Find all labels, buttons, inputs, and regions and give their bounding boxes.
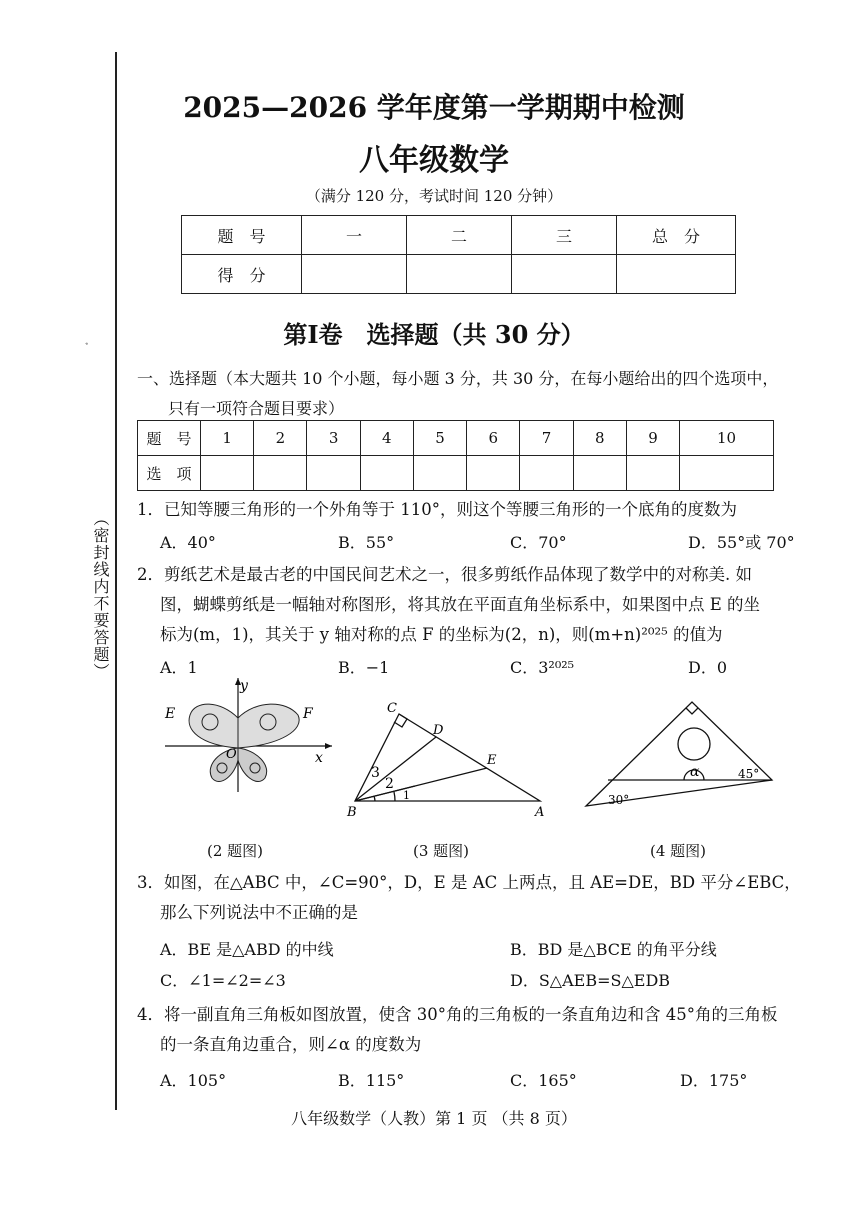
fig3-angle-1: 1 <box>403 789 410 802</box>
fig3-label-b: B <box>347 805 357 820</box>
butterfly-shape <box>189 704 299 781</box>
answer-number: 1 <box>201 421 254 456</box>
figure-3-triangle <box>345 700 555 820</box>
answer-cell[interactable] <box>467 456 520 491</box>
score-header-3: 三 <box>512 216 617 255</box>
q3-line-1: 3．如图，在△ABC 中，∠C=90°，D，E 是 AC 上两点，且 AE=DE，BD 平分∠EBC， <box>137 873 801 892</box>
binding-line <box>115 52 117 1110</box>
answer-number: 3 <box>307 421 360 456</box>
fig4-alpha: α <box>690 764 700 780</box>
score-cell[interactable] <box>302 255 407 294</box>
q2-option-d: D．0 <box>688 658 728 677</box>
answer-cell[interactable] <box>680 456 774 491</box>
q3-option-d: D．S△AEB=S△EDB <box>510 971 671 990</box>
q4-line-2: 的一条直角边重合，则∠α 的度数为 <box>160 1035 422 1054</box>
section-instruction-1: 一、选择题（本大题共 10 个小题，每小题 3 分，共 30 分，在每小题给出的四个选项中， <box>137 369 779 388</box>
figure-3-caption: (3 题图) <box>413 842 470 860</box>
fig2-label-x: x <box>315 750 323 766</box>
section-instruction-2: 只有一项符合题目要求） <box>168 399 345 418</box>
answer-cell[interactable] <box>626 456 679 491</box>
score-header-label: 题 号 <box>182 216 302 255</box>
q3-line-2: 那么下列说法中不正确的是 <box>160 903 358 922</box>
answer-number: 6 <box>467 421 520 456</box>
q1-option-b: B．55° <box>338 533 395 552</box>
score-cell[interactable] <box>407 255 512 294</box>
q1-stem: 1．已知等腰三角形的一个外角等于 110°，则这个等腰三角形的一个底角的度数为 <box>137 500 737 519</box>
q4-option-b: B．115° <box>338 1071 405 1090</box>
score-cell[interactable] <box>512 255 617 294</box>
side-mark: ﾞ <box>76 342 87 347</box>
fig2-label-y: y <box>240 678 248 694</box>
q2-option-a: A．1 <box>160 658 198 677</box>
page-footer: 八年级数学（人教）第 1 页 （共 8 页） <box>291 1109 577 1128</box>
figure-2-caption: (2 题图) <box>207 842 264 860</box>
answer-cell[interactable] <box>573 456 626 491</box>
figure-4-caption: (4 题图) <box>650 842 707 860</box>
seal-line-note: （密封线内不要答题） <box>91 510 110 680</box>
fig4-angle-45: 45° <box>738 767 760 781</box>
answer-number: 10 <box>680 421 774 456</box>
answer-header-label: 题 号 <box>138 421 201 456</box>
part-title: 第Ⅰ卷 选择题（共 30 分） <box>283 320 585 349</box>
answer-cell[interactable] <box>360 456 413 491</box>
score-row-label: 得 分 <box>182 255 302 294</box>
fig2-label-o: O <box>226 747 237 762</box>
fig3-label-d: D <box>433 723 444 738</box>
fig3-label-e: E <box>487 753 497 768</box>
exam-title: 2025—2026 学年度第一学期期中检测 <box>183 91 685 124</box>
score-header-total: 总 分 <box>617 216 736 255</box>
fig4-angle-30: 30° <box>608 793 630 807</box>
answer-cell[interactable] <box>201 456 254 491</box>
answer-cell[interactable] <box>520 456 573 491</box>
fig3-label-c: C <box>387 701 397 716</box>
q2-option-c: C．3²⁰²⁵ <box>510 658 575 677</box>
answer-number: 2 <box>254 421 307 456</box>
fig2-label-f: F <box>303 706 313 722</box>
q4-option-d: D．175° <box>680 1071 748 1090</box>
q2-line-1: 2．剪纸艺术是最古老的中国民间艺术之一，很多剪纸作品体现了数学中的对称美. 如 <box>137 565 752 584</box>
q2-option-b: B．−1 <box>338 658 390 677</box>
q1-option-a: A．40° <box>160 533 216 552</box>
figure-2-butterfly <box>160 670 340 800</box>
answer-cell[interactable] <box>413 456 466 491</box>
answer-number: 5 <box>413 421 466 456</box>
fig3-angle-3: 3 <box>371 765 380 781</box>
answer-number: 8 <box>573 421 626 456</box>
figure-4-set-squares <box>580 700 780 812</box>
q3-option-a: A．BE 是△ABD 的中线 <box>160 940 334 959</box>
answer-table <box>137 420 774 491</box>
q4-line-1: 4．将一副直角三角板如图放置，使含 30°角的三角板的一条直角边和含 45°角的三角板 <box>137 1005 778 1024</box>
answer-number: 9 <box>626 421 679 456</box>
fig3-angle-2: 2 <box>385 776 394 792</box>
exam-note: （满分 120 分，考试时间 120 分钟） <box>305 187 563 205</box>
q4-option-c: C．165° <box>510 1071 577 1090</box>
q3-option-c: C．∠1=∠2=∠3 <box>160 971 286 990</box>
score-header-1: 一 <box>302 216 407 255</box>
q2-line-3: 标为(m，1)，其关于 y 轴对称的点 F 的坐标为(2，n)，则(m+n)²⁰²⁵ 的值为 <box>160 625 723 644</box>
answer-number: 7 <box>520 421 573 456</box>
q3-option-b: B．BD 是△BCE 的角平分线 <box>510 940 717 959</box>
answer-number: 4 <box>360 421 413 456</box>
q2-line-2: 图，蝴蝶剪纸是一幅轴对称图形，将其放在平面直角坐标系中，如果图中点 E 的坐 <box>160 595 761 614</box>
answer-row-label: 选 项 <box>138 456 201 491</box>
score-cell[interactable] <box>617 255 736 294</box>
answer-cell[interactable] <box>307 456 360 491</box>
fig2-label-e: E <box>165 706 176 722</box>
q1-option-c: C．70° <box>510 533 567 552</box>
q1-option-d: D．55°或 70° <box>688 533 795 552</box>
score-header-2: 二 <box>407 216 512 255</box>
score-table <box>181 215 736 294</box>
q4-option-a: A．105° <box>160 1071 227 1090</box>
answer-cell[interactable] <box>254 456 307 491</box>
subject-title: 八年级数学 <box>359 143 509 178</box>
fig3-label-a: A <box>535 805 545 820</box>
